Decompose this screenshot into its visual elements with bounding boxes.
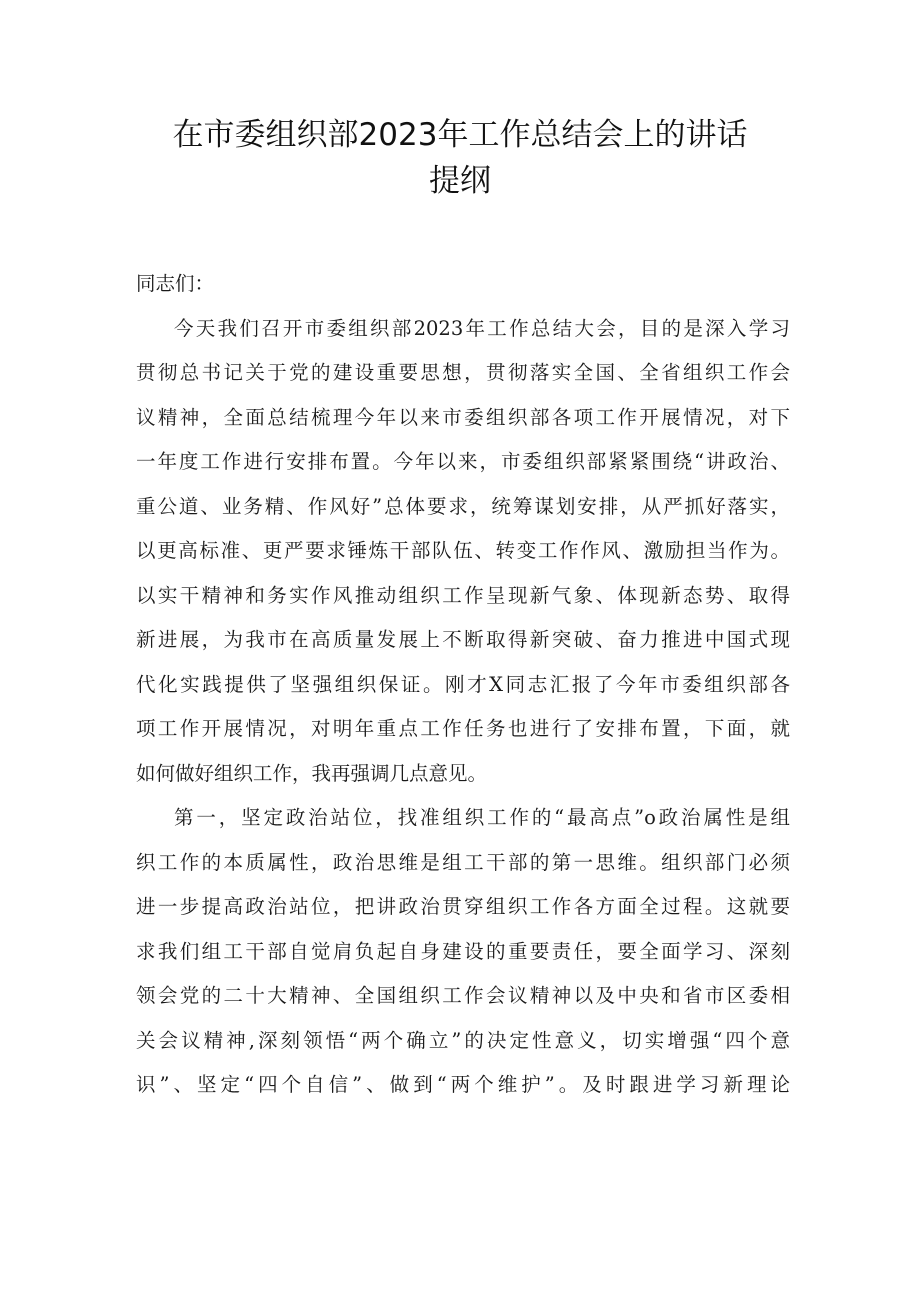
title-line-2: 提纲	[429, 163, 491, 199]
paragraph-line: 如何做好组织工作，我再强调几点意见。	[136, 761, 488, 785]
document-body	[136, 262, 790, 1108]
paragraph-line: 关会议精神,深刻领悟“两个确立”的决定性意义，切实增强“四个意	[136, 1028, 790, 1052]
paragraph-line: 求我们组工干部自觉肩负起自身建设的重要责任，要全面学习、深刻	[136, 939, 790, 963]
paragraph-line: 议精神，全面总结梳理今年以来市委组织部各项工作开展情况，对下	[136, 405, 790, 429]
title-line-1: 在市委组织部2023年工作总结会上的讲话	[172, 117, 748, 153]
paragraph-line: 贯彻总书记关于党的建设重要思想，贯彻落实全国、全省组织工作会	[136, 361, 790, 384]
salutation: 同志们：	[136, 272, 215, 295]
paragraph-line: 重公道、业务精、作风好”总体要求，统筹谋划安排，从严抓好落实，	[136, 494, 790, 518]
paragraph-1	[136, 307, 790, 797]
paragraph-line: 项工作开展情况，对明年重点工作任务也进行了安排布置，下面，就	[136, 717, 790, 740]
paragraph-line: 以实干精神和务实作风推动组织工作呈现新气象、体现新态势、取得	[136, 583, 790, 607]
paragraph-2	[136, 796, 790, 1108]
paragraph-line: 代化实践提供了坚强组织保证。刚才X同志汇报了今年市委组织部各	[136, 672, 790, 696]
paragraph-line: 一年度工作进行安排布置。今年以来，市委组织部紧紧围绕“讲政治、	[136, 450, 790, 473]
paragraph-line: 识”、坚定“四个自信”、做到“两个维护”。及时跟进学习新理论	[136, 1073, 790, 1096]
paragraph-line: 今天我们召开市委组织部2023年工作总结大会，目的是深入学习	[174, 316, 790, 340]
paragraph-line: 新进展，为我市在高质量发展上不断取得新突破、奋力推进中国式现	[136, 628, 790, 651]
paragraph-line: 织工作的本质属性，政治思维是组工干部的第一思维。组织部门必须	[136, 850, 790, 874]
paragraph-line: 进一步提高政治站位，把讲政治贯穿组织工作各方面全过程。这就要	[136, 895, 790, 918]
paragraph-line: 第一，坚定政治站位，找准组织工作的“最高点”o政治属性是组	[174, 806, 790, 829]
document-title	[120, 112, 800, 204]
paragraph-line: 以更高标准、更严要求锤炼干部队伍、转变工作作风、激励担当作为。	[136, 539, 790, 562]
paragraph-line: 领会党的二十大精神、全国组织工作会议精神以及中央和省市区委相	[136, 984, 790, 1007]
